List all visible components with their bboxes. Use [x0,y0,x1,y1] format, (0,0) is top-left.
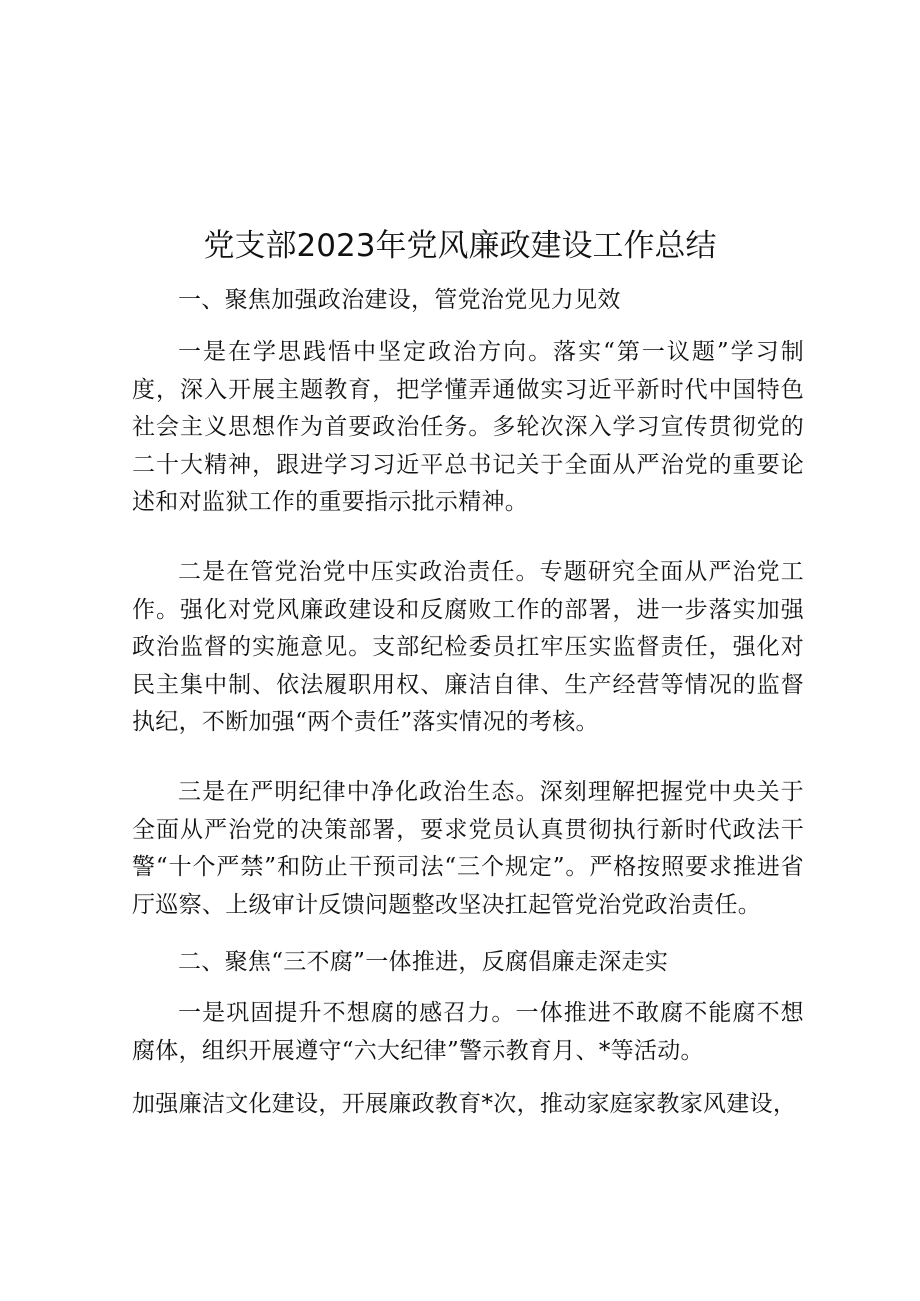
paragraph-clean-culture: 加强廉洁文化建设，开展廉政教育*次，推动家庭家教家风建设， [132,1091,797,1117]
paragraph-political-responsibility: 二是在管党治党中压实政治责任。专题研究全面从严治党工作。强化对党风廉政建设和反腐败工作的部署，进一步落实加强政治监督的实施意见。支部纪检委员扛牢压实监督责任，强化对民主集中制、依法履职用权、廉洁自律、生产经营等情况的监督执纪，不断加强“两个责任”落实情况的考核。 [132,559,804,736]
section-heading-2: 二、聚焦“三不腐”一体推进，反腐倡廉走深走实 [178,949,669,975]
paragraph-political-direction: 一是在学思践悟中坚定政治方向。落实“第一议题”学习制度，深入开展主题教育，把学懂弄通做实习近平新时代中国特色社会主义思想作为首要政治任务。多轮次深入学习宣传贯彻党的二十大精神，跟进学习习近平总书记关于全面从严治党的重要论述和对监狱工作的重要指示批示精神。 [132,339,804,516]
paragraph-anti-corruption-appeal: 一是巩固提升不想腐的感召力。一体推进不敢腐不能腐不想腐体，组织开展遵守“六大纪律”警示教育月、*等活动。 [132,1000,804,1064]
section-heading-1: 一、聚焦加强政治建设，管党治党见力见效 [178,287,621,313]
paragraph-political-ecology: 三是在严明纪律中净化政治生态。深刻理解把握党中央关于全面从严治党的决策部署，要求党员认真贯彻执行新时代政法干警“十个严禁”和防止干预司法“三个规定”。严格按照要求推进省厅巡察、上级审计反馈问题整改坚决扛起管党治党政治责任。 [132,779,804,918]
document-title: 党支部2023年党风廉政建设工作总结 [203,228,717,264]
